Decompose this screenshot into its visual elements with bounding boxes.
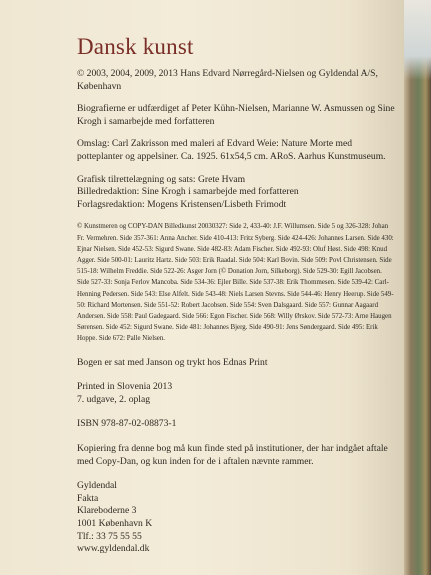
next-page-edge [404, 0, 431, 575]
credit-line-editor: Forlagsredaktion: Mogens Kristensen/Lisbeth Frimodt [77, 198, 287, 210]
publisher-phone: Tlf.: 33 75 55 55 [77, 530, 142, 542]
printer-text: Bogen er sat med Janson og trykt hos Ednas Print [77, 356, 268, 368]
colophon [77, 34, 395, 556]
edition-text: 7. udgave, 2. oplag [77, 393, 151, 405]
credit-line-design: Grafisk tilrettelægning og sats: Grete Hvam [77, 173, 246, 185]
publisher-name: Gyldendal [77, 480, 117, 492]
printed-in-text: Printed in Slovenia 2013 [77, 381, 173, 393]
credits-block [77, 174, 395, 212]
copy-notice-text: Kopiering fra denne bog må kun finde sted på institutioner, der har indgået aftale med Copy-Dan, og kun inden for de i aftalen nævnte rammer. [77, 442, 388, 467]
publisher-division: Fakta [77, 492, 99, 504]
next-page-edge-highlight [404, 0, 431, 80]
copyright-text: © 2003, 2004, 2009, 2013 Hans Edvard Nørregård-Nielsen og Gyldendal A/S, København [77, 68, 378, 92]
publisher-city: 1001 København K [77, 517, 153, 529]
publisher-street: Klareboderne 3 [77, 505, 137, 517]
biographies-text: Biografierne er udfærdiget af Peter Kühn-Nielsen, Marianne W. Asmussen og Sine Krogh i samarbejde med forfatteren [77, 103, 395, 127]
isbn-text: ISBN 978-87-02-08873-1 [77, 418, 177, 430]
book-title: Dansk kunst [77, 34, 194, 59]
printing-block [77, 381, 395, 406]
cover-credit: Omslag: Carl Zakrisson med maleri af Edvard Weie: Nature Morte med potteplanter og appelsiner. Ca. 1925. 61x54,5 cm. ARoS. Aarhus Kunstmuseum. [77, 138, 386, 162]
credit-line-picture-editor: Billedredaktion: Sine Krogh i samarbejde med forfatteren [77, 186, 299, 198]
picture-rights-text: © Kunstmeren og COPY-DAN Billedkunst 20030327: Side 2, 433-40: J.F. Willumsen. Side 5 og 326-328: Johan Fr. Vermehren. Side 357-361: Anna Ancher. Side 410-413: Fritz Syberg. Side 424-426: Johannes Larsen. Side 430: Ejnar Nielsen. Side 452-53: Sigurd Swane. Side 482-83: Adam Fischer. Side 492-93: Oluf Høst. Side 498: Knud Agger. Side 500-01: Lauritz Hartz. Side 503: Erik Raadal. Side 504: Karl Bovin. Side 509: Povl Christensen. Side 515-18: Wilhelm Freddie. Side 522-26: Asger Jorn (© Donation Jorn, Silkeborg). Side 529-30: Egill Jacobsen. Side 527-33: Sonja Ferlov Mancoba. Side 534-36: Ejler Bille. Side 537-38: Erik Thommesen. Side 539-42: Carl-Henning Pedersen. Side 543: Else Alfelt. Side 543-48: Niels Larsen Stevns. Side 544-46: Henry Heerup. Side 549-50: Richard Mortensen. Side 551-52: Robert Jacobsen. Side 554: Sven Dalsgaard. Side 557: Gunnar Aagaard Andersen. Side 558: Paul Gadegaard. Side 566: Egon Fischer. Side 568: Willy Ørskov. Side 572-73: Arne Haugen Sørensen. Side 452: Sigurd Swane. Side 481: Johannes Bjerg. Side 490-91: Jens Søndergaard. Side 495: Erik Hoppe. Side 672: Palle Nielsen. [77, 223, 394, 343]
publisher-address [77, 480, 395, 556]
publisher-website: www.gyldendal.dk [77, 543, 150, 555]
